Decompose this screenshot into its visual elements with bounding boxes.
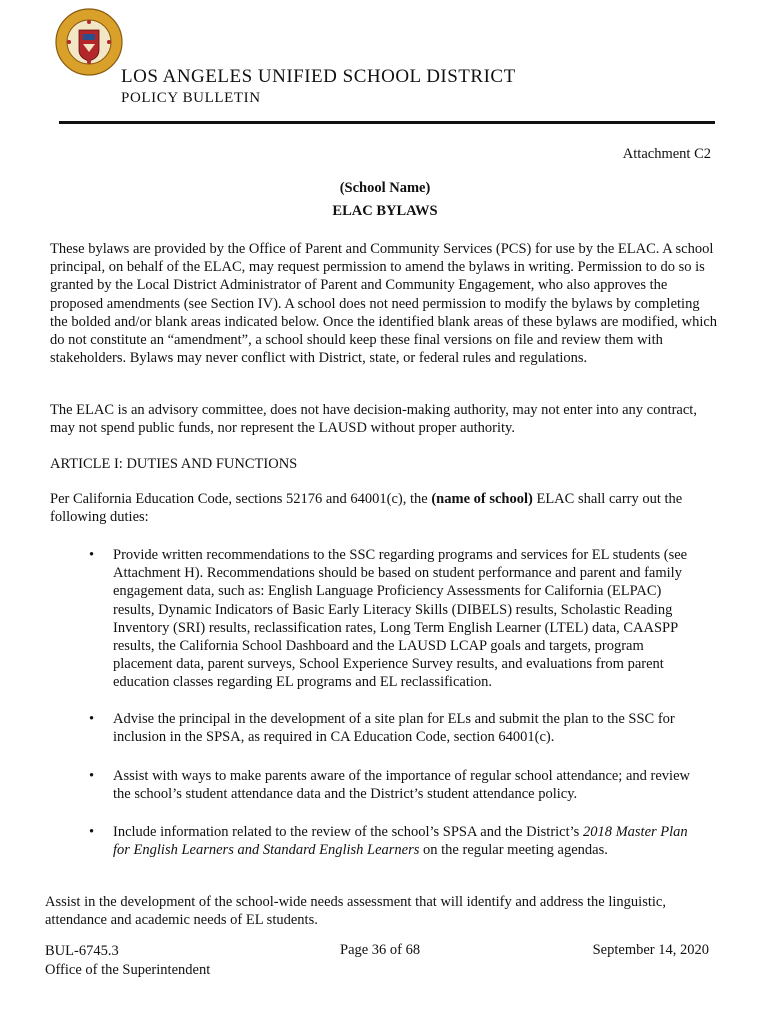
bullet-icon: • xyxy=(89,824,95,840)
needs-assessment-paragraph: Assist in the development of the school-wide needs assessment that will identify and address the linguistic, attendance and academic needs of EL students. xyxy=(45,894,666,929)
office-name: Office of the Superintendent xyxy=(45,961,211,978)
school-name-heading: (School Name) xyxy=(339,180,431,196)
district-name: LOS ANGELES UNIFIED SCHOOL DISTRICT xyxy=(121,66,516,87)
footer-left xyxy=(45,942,210,979)
page-number: Page 36 of 68 xyxy=(340,942,421,958)
duties-intro-before: Per California Education Code, sections 52176 and 64001(c), the xyxy=(50,491,432,507)
article-heading: ARTICLE I: DUTIES AND FUNCTIONS xyxy=(50,456,298,472)
district-seal-logo xyxy=(55,8,123,76)
bullet-icon: • xyxy=(89,768,95,784)
bulletin-label: POLICY BULLETIN xyxy=(121,90,261,106)
duty-item-text: Advise the principal in the development of a site plan for ELs and submit the plan to the SSC for inclusion in the SPSA, as required in CA Education Code, section 64001(c). xyxy=(113,711,675,746)
duty-item-text: Assist with ways to make parents aware of the importance of regular school attendance; and review the school’s student attendance data and the District’s student attendance policy. xyxy=(113,768,690,803)
duty-item-text-before: Include information related to the review of the school’s SPSA and the District’s xyxy=(113,824,583,840)
bullet-icon: • xyxy=(89,547,95,563)
duties-intro-paragraph xyxy=(50,490,718,526)
bulletin-number: BUL-6745.3 xyxy=(45,943,119,959)
duty-item-text-after: on the regular meeting agendas. xyxy=(419,842,608,859)
duty-item-text: Provide written recommendations to the SSC regarding programs and services for EL students (see Attachment H). Recommendations should be based on student performance and parent and family engagement data, such as: English Language Proficiency Assessments for California (ELPAC) results, Dynamic Indicators of Basic Early Literacy Skills (DIBELS) results, Scholastic Reading Inventory (SRI) results, reclassification rates, Long Term English Learner (LTEL) data, CAASPP results, the California School Dashboard and the LAUSD LCAP goals and targets, program placement data, parent surveys, School Experience Survey results, and evaluations from parent education classes regarding EL programs and EL reclassification. xyxy=(113,547,688,691)
header-divider xyxy=(59,121,715,124)
school-name-placeholder: (name of school) xyxy=(431,491,533,507)
page-title: ELAC BYLAWS xyxy=(332,203,438,219)
attachment-label: Attachment C2 xyxy=(622,146,711,162)
bulletin-date: September 14, 2020 xyxy=(592,942,709,958)
duty-item-text xyxy=(113,823,703,859)
duties-intro-after: ELAC shall carry out the following duties: xyxy=(50,491,683,526)
intro-paragraph: These bylaws are provided by the Office of Parent and Community Services (PCS) for use by the ELAC. A school principal, on behalf of the ELAC, may request permission to amend the bylaws in writing. Permission to do so is granted by the Local District Administrator of Parent and Community Engagement, who also approves the proposed amendments (see Section IV). A school does not need permission to modify the bylaws by completing the bolded and/or blank areas indicated below. Once the identified blank areas of these bylaws are modified, which do not constitute an “amendment”, a school should keep these final versions on file and review them with stakeholders. Bylaws may never conflict with District, state, or federal rules and regulations. xyxy=(50,241,718,367)
bullet-icon: • xyxy=(89,711,95,727)
advisory-paragraph: The ELAC is an advisory committee, does not have decision-making authority, may not enter into any contract, may not spend public funds, nor represent the LAUSD without proper authority. xyxy=(50,402,697,437)
master-plan-title: 2018 Master Plan for English Learners and Standard English Learners xyxy=(113,824,688,859)
